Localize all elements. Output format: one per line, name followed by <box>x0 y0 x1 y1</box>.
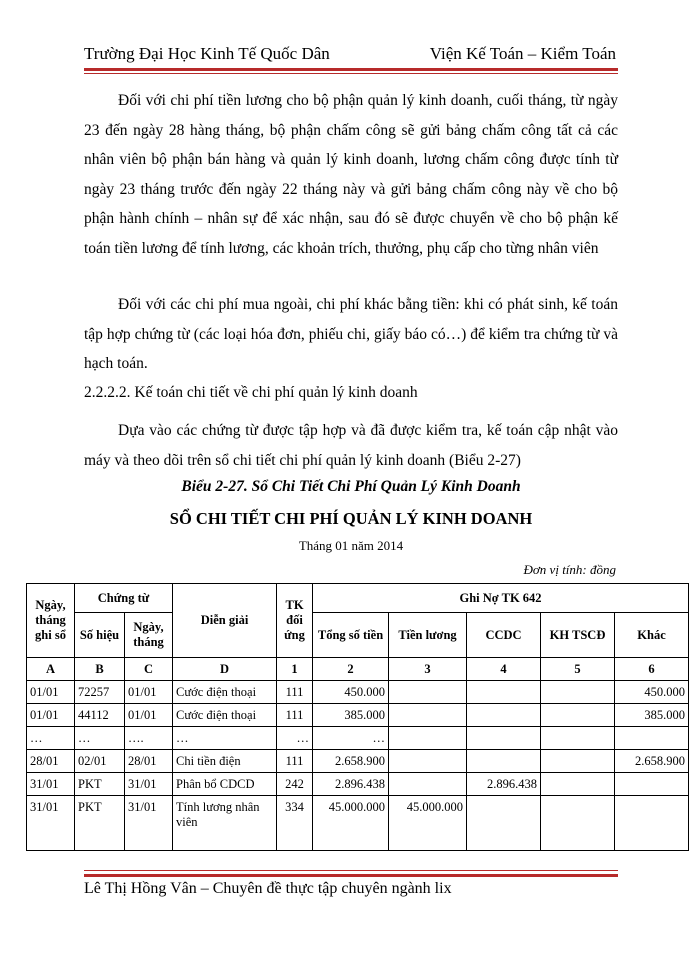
cell-other <box>615 773 689 796</box>
cell-voucher-no: 02/01 <box>75 750 125 773</box>
cell-other: 385.000 <box>615 704 689 727</box>
section-heading: 2.2.2.2. Kế toán chi tiết về chi phí quản lý kinh doanh <box>84 384 418 401</box>
cell-account: … <box>277 727 313 750</box>
paragraph-purchased-costs: Đối với các chi phí mua ngoài, chi phí khác bằng tiền: khi có phát sinh, kế toán tập hợp chứng từ (các loại hóa đơn, phiếu chi, giấy báo có…) để kiểm tra chứng từ và hạch toán. <box>84 296 618 372</box>
cell-depreciation <box>541 750 615 773</box>
cell-voucher-date: 01/01 <box>125 681 173 704</box>
col-depr-header: KH TSCĐ <box>541 613 615 658</box>
table-row <box>27 773 689 796</box>
table-row <box>27 796 689 851</box>
cell-salary <box>389 727 467 750</box>
cell-date: 01/01 <box>27 681 75 704</box>
cell-depreciation <box>541 773 615 796</box>
col-account-header: TK đối ứng <box>277 584 313 658</box>
cell-salary <box>389 750 467 773</box>
col-voucher-date-header: Ngày, tháng <box>125 613 173 658</box>
cell-description: Phân bổ CDCD <box>173 773 277 796</box>
cell-date: 31/01 <box>27 796 75 851</box>
cell-voucher-date: 28/01 <box>125 750 173 773</box>
cell-depreciation <box>541 681 615 704</box>
cell-total: 450.000 <box>313 681 389 704</box>
page-footer: Lê Thị Hồng Vân – Chuyên đề thực tập chuyên ngành lix <box>84 880 452 897</box>
table-row <box>27 681 689 704</box>
cell-voucher-date: 31/01 <box>125 796 173 851</box>
cell-ccdc <box>467 681 541 704</box>
paragraph-detail-accounting: Dựa vào các chứng từ được tập hợp và đã được kiểm tra, kế toán cập nhật vào máy và theo dõi trên sổ chi tiết chi phí quản lý kinh doanh (Biểu 2-27) <box>84 422 618 469</box>
col-debit-header: Ghi Nợ TK 642 <box>313 584 689 613</box>
column-code: 2 <box>313 658 389 681</box>
header-institute: Viện Kế Toán – Kiểm Toán <box>429 44 616 63</box>
cell-salary <box>389 773 467 796</box>
cell-voucher-date: 01/01 <box>125 704 173 727</box>
cell-total: 2.658.900 <box>313 750 389 773</box>
column-code: D <box>173 658 277 681</box>
cell-voucher-date: 31/01 <box>125 773 173 796</box>
cell-voucher-date: …. <box>125 727 173 750</box>
ledger-body <box>27 681 689 851</box>
cell-description: Cước điện thoại <box>173 681 277 704</box>
cell-description: … <box>173 727 277 750</box>
column-code: 4 <box>467 658 541 681</box>
cell-depreciation <box>541 704 615 727</box>
cell-account: 111 <box>277 681 313 704</box>
cell-voucher-no: PKT <box>75 773 125 796</box>
table-row <box>27 750 689 773</box>
cell-depreciation <box>541 727 615 750</box>
col-ccdc-header: CCDC <box>467 613 541 658</box>
header-school: Trường Đại Học Kinh Tế Quốc Dân <box>84 44 330 63</box>
cell-description: Cước điện thoại <box>173 704 277 727</box>
cell-depreciation <box>541 796 615 851</box>
column-code: 1 <box>277 658 313 681</box>
cell-date: 01/01 <box>27 704 75 727</box>
cell-date: … <box>27 727 75 750</box>
cell-voucher-no: 72257 <box>75 681 125 704</box>
column-code-row <box>27 658 689 681</box>
col-total-header: Tổng số tiền <box>313 613 389 658</box>
cell-ccdc <box>467 796 541 851</box>
cell-ccdc: 2.896.438 <box>467 773 541 796</box>
cell-account: 334 <box>277 796 313 851</box>
cell-voucher-no: … <box>75 727 125 750</box>
ledger-unit: Đơn vị tính: đồng <box>523 562 616 577</box>
header-row-1 <box>27 584 689 613</box>
col-desc-header: Diễn giải <box>173 584 277 658</box>
cell-account: 111 <box>277 704 313 727</box>
col-date-header: Ngày, tháng ghi sổ <box>27 584 75 658</box>
column-code: A <box>27 658 75 681</box>
ledger-title: SỔ CHI TIẾT CHI PHÍ QUẢN LÝ KINH DOANH <box>169 509 533 528</box>
col-other-header: Khác <box>615 613 689 658</box>
footer-rule-thin <box>84 870 618 871</box>
header-row-2 <box>27 613 689 658</box>
cell-ccdc <box>467 704 541 727</box>
header-rule <box>84 68 618 71</box>
col-salary-header: Tiền lương <box>389 613 467 658</box>
cell-total: 45.000.000 <box>313 796 389 851</box>
col-voucher-no-header: Số hiệu <box>75 613 125 658</box>
footer-rule <box>84 874 618 877</box>
cell-other <box>615 727 689 750</box>
cell-account: 242 <box>277 773 313 796</box>
header-rule-thin <box>84 73 618 74</box>
col-voucher-header: Chứng từ <box>75 584 173 613</box>
cell-date: 28/01 <box>27 750 75 773</box>
cell-date: 31/01 <box>27 773 75 796</box>
page-header <box>84 44 616 66</box>
cell-account: 111 <box>277 750 313 773</box>
cell-salary <box>389 681 467 704</box>
cell-other: 450.000 <box>615 681 689 704</box>
cell-salary <box>389 704 467 727</box>
cell-voucher-no: 44112 <box>75 704 125 727</box>
cell-total: 385.000 <box>313 704 389 727</box>
column-code: 3 <box>389 658 467 681</box>
cell-voucher-no: PKT <box>75 796 125 851</box>
ledger-table <box>26 583 689 851</box>
column-code: B <box>75 658 125 681</box>
cell-other: 2.658.900 <box>615 750 689 773</box>
table-row <box>27 727 689 750</box>
cell-other <box>615 796 689 851</box>
column-code: C <box>125 658 173 681</box>
cell-total: … <box>313 727 389 750</box>
cell-description: Tính lương nhân viên <box>173 796 277 851</box>
cell-total: 2.896.438 <box>313 773 389 796</box>
column-code: 5 <box>541 658 615 681</box>
table-caption: Biểu 2-27. Sổ Chi Tiết Chi Phí Quản Lý Kinh Doanh <box>181 478 521 495</box>
table-row <box>27 704 689 727</box>
cell-ccdc <box>467 750 541 773</box>
cell-description: Chi tiền điện <box>173 750 277 773</box>
ledger-period: Tháng 01 năm 2014 <box>298 538 404 553</box>
cell-ccdc <box>467 727 541 750</box>
column-code: 6 <box>615 658 689 681</box>
cell-salary: 45.000.000 <box>389 796 467 851</box>
paragraph-salary-costs: Đối với chi phí tiền lương cho bộ phận quản lý kinh doanh, cuối tháng, từ ngày 23 đến ngày 28 hàng tháng, bộ phận chấm công sẽ gửi bảng chấm công tất cả các nhân viên bộ phận bán hàng và quản lý kinh doanh, lương chấm công được tính từ ngày 23 tháng trước đến ngày 22 tháng này và gửi bảng chấm công này về cho bộ phận hành chính – nhân sự để xác nhận, sau đó sẽ được chuyển về cho bộ phận kế toán tiền lương để tính lương, các khoản trích, thưởng, phụ cấp cho từng nhân viên <box>84 92 618 257</box>
